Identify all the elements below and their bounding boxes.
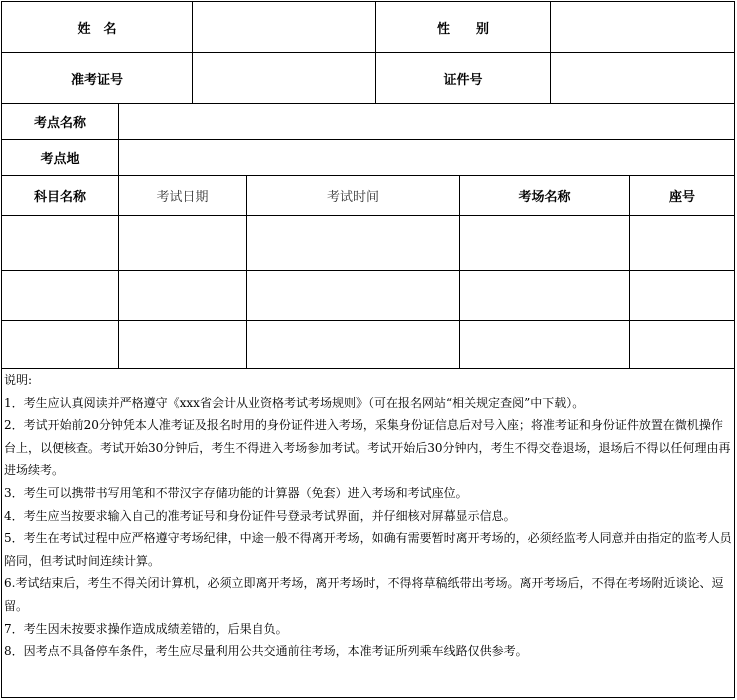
seat-number-cell[interactable] [630,216,734,270]
instruction-item: 1．考生应认真阅读并严格遵守《xxx省会计从业资格考试考场规则》（可在报名网站“相关规定查阅”中下载）。 [4,395,585,410]
ticket-id-row [2,53,734,104]
table-row [2,216,734,271]
instruction-item: 4．考生应当按要求输入自己的准考证号和身份证件号登录考试界面，并仔细核对屏幕显示信息。 [4,508,516,523]
seat-number-header: 座号 [668,190,695,205]
seat-number-cell[interactable] [630,321,734,368]
name-gender-row [2,2,734,53]
exam-date-cell[interactable] [119,321,247,368]
subject-cell[interactable] [2,271,119,320]
table-row [2,321,734,369]
id-number-value-cell[interactable] [551,53,734,103]
instruction-item: 7．考生因未按要求操作造成成绩差错的，后果自负。 [4,621,288,636]
site-address-row [2,140,734,176]
exam-time-cell[interactable] [247,271,460,320]
exam-time-cell[interactable] [247,321,460,368]
admission-ticket-form [1,1,735,698]
id-number-label: 证件号 [376,53,551,103]
site-name-value-cell[interactable] [119,104,734,139]
exam-room-cell[interactable] [460,321,630,368]
instruction-item: 2．考试开始前20分钟凭本人准考证及报名时用的身份证件进入考场，采集身份证信息后对号入座；将准考证和身份证件放置在微机操作台上，以便核查。考试开始30分钟后，考生不得进入考场参加考试。考试开始后30分钟内，考生不得交卷退场，退场后不得以任何理由再进场续考。 [4,418,731,478]
exam-room-cell[interactable] [460,216,630,270]
site-name-row [2,104,734,140]
gender-label: 性 别 [376,2,551,52]
gender-value-cell[interactable] [551,2,734,52]
exam-date-cell[interactable] [119,216,247,270]
ticket-number-value-cell[interactable] [193,53,376,103]
site-name-label: 考点名称 [2,104,119,139]
subject-header: 科目名称 [2,176,119,215]
exam-table-header [2,176,734,216]
instruction-item: 8．因考点不具备停车条件，考生应尽量利用公共交通前往考场，本准考证所列乘车线路仅供参考。 [4,644,528,659]
exam-room-header: 考场名称 [460,176,630,215]
ticket-number-label: 准考证号 [2,53,193,103]
instruction-item: 5．考生在考试过程中应严格遵守考场纪律，中途一般不得离开考场，如确有需要暂时离开考场的，必须经监考人同意并由指定的监考人员陪同，但考试时间连续计算。 [4,531,732,568]
instruction-item: 3．考生可以携带书写用笔和不带汉字存储功能的计算器（免套）进入考场和考试座位。 [4,485,468,500]
table-row [2,271,734,321]
site-address-label: 考点地 [2,140,119,175]
instructions-title: 说明: [4,373,33,387]
instruction-item: 6.考试结束后，考生不得关闭计算机，必须立即离开考场，离开考场时，不得将草稿纸带出考场。离开考场后，不得在考场附近谈论、逗留。 [4,576,724,613]
exam-time-header: 考试时间 [247,176,460,215]
exam-room-cell[interactable] [460,271,630,320]
subject-cell[interactable] [2,216,119,270]
exam-time-cell[interactable] [247,216,460,270]
seat-number-cell[interactable] [630,271,734,320]
instructions-section [2,369,734,663]
name-label: 姓 名 [2,2,193,52]
exam-date-header: 考试日期 [119,176,247,215]
subject-cell[interactable] [2,321,119,368]
exam-date-cell[interactable] [119,271,247,320]
name-value-cell[interactable] [193,2,376,52]
site-address-value-cell[interactable] [119,140,734,175]
